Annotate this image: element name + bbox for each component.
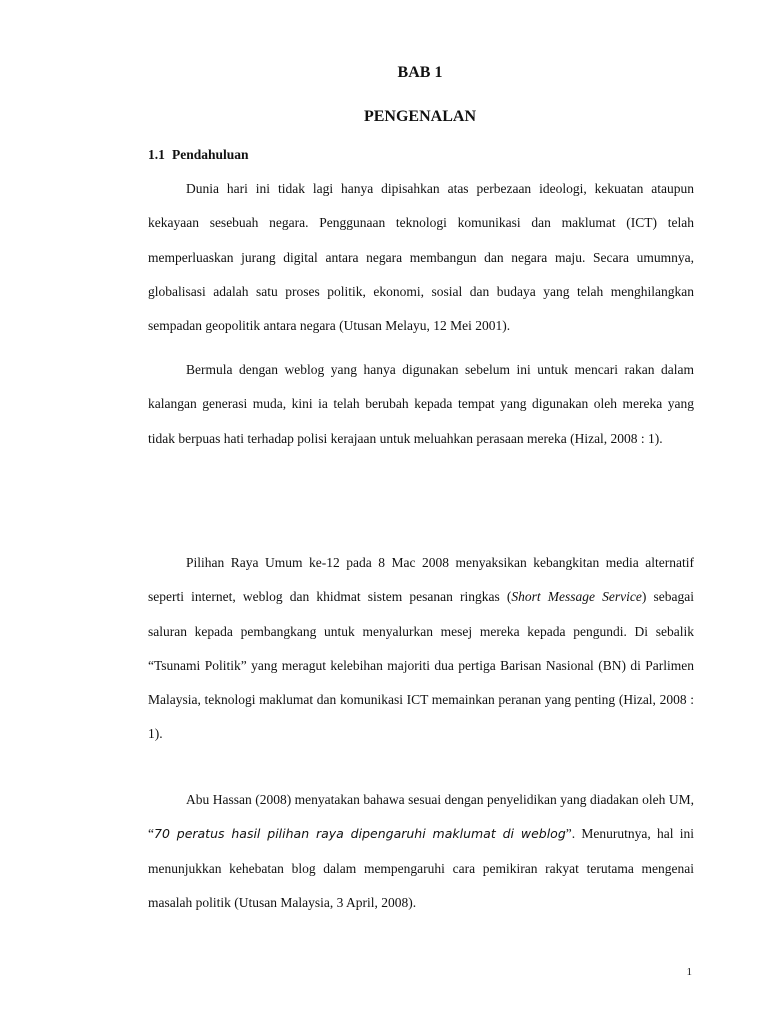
paragraph-4 [148, 783, 694, 920]
section-title: Pendahuluan [172, 147, 249, 162]
paragraph-3 [148, 546, 694, 752]
chapter-title: PENGENALAN [363, 108, 476, 125]
paragraph-4-text-start: Abu Hassan (2008) menyatakan bahawa sesuai dengan penyelidikan yang diadakan oleh UM, “ [148, 792, 694, 842]
paragraph-3-text-start: Pilihan Raya Umum ke-12 pada 8 Mac 2008 menyaksikan kebangkitan media alternatif seperti internet, weblog dan khidmat sistem pesanan ringkas ( [148, 555, 694, 605]
section-number: 1.1 [148, 147, 165, 162]
section-heading [148, 147, 249, 163]
page-number: 1 [686, 966, 692, 978]
paragraph-4-quote: 70 peratus hasil pilihan raya dipengaruhi maklumat di weblog [154, 826, 566, 842]
paragraph-3-text-end: ) sebagai saluran kepada pembangkang untuk menyalurkan mesej mereka kepada pengundi. Di sebalik “Tsunami Politik” yang meragut kelebihan majoriti dua pertiga Barisan Nasional (BN) di Parlimen Malaysia, teknologi maklumat dan komunikasi ICT memainkan peranan yang penting (Hizal, 2008 : 1). [148, 589, 695, 742]
paragraph-4-text-end: ”. Menurutnya, hal ini menunjukkan kehebatan blog dalam mempengaruhi cara pemikiran rakyat terutama mengenai masalah politik (Utusan Malaysia, 3 April, 2008). [148, 826, 694, 910]
chapter-number: BAB 1 [397, 64, 443, 81]
paragraph-1: Dunia hari ini tidak lagi hanya dipisahkan atas perbezaan ideologi, kekuatan ataupun kekayaan sesebuah negara. Penggunaan teknologi komunikasi dan maklumat (ICT) telah memperluaskan jurang digital antara negara membangun dan negara maju. Secara umumnya, globalisasi adalah satu proses politik, ekonomi, sosial dan budaya yang telah menghilangkan sempadan geopolitik antara negara (Utusan Melayu, 12 Mei 2001). [148, 181, 694, 334]
paragraph-3-italic-term: Short Message Service [511, 589, 642, 605]
paragraph-2: Bermula dengan weblog yang hanya digunakan sebelum ini untuk mencari rakan dalam kalangan generasi muda, kini ia telah berubah kepada tempat yang digunakan oleh mereka yang tidak berpuas hati terhadap polisi kerajaan untuk meluahkan perasaan mereka (Hizal, 2008 : 1). [148, 362, 694, 446]
